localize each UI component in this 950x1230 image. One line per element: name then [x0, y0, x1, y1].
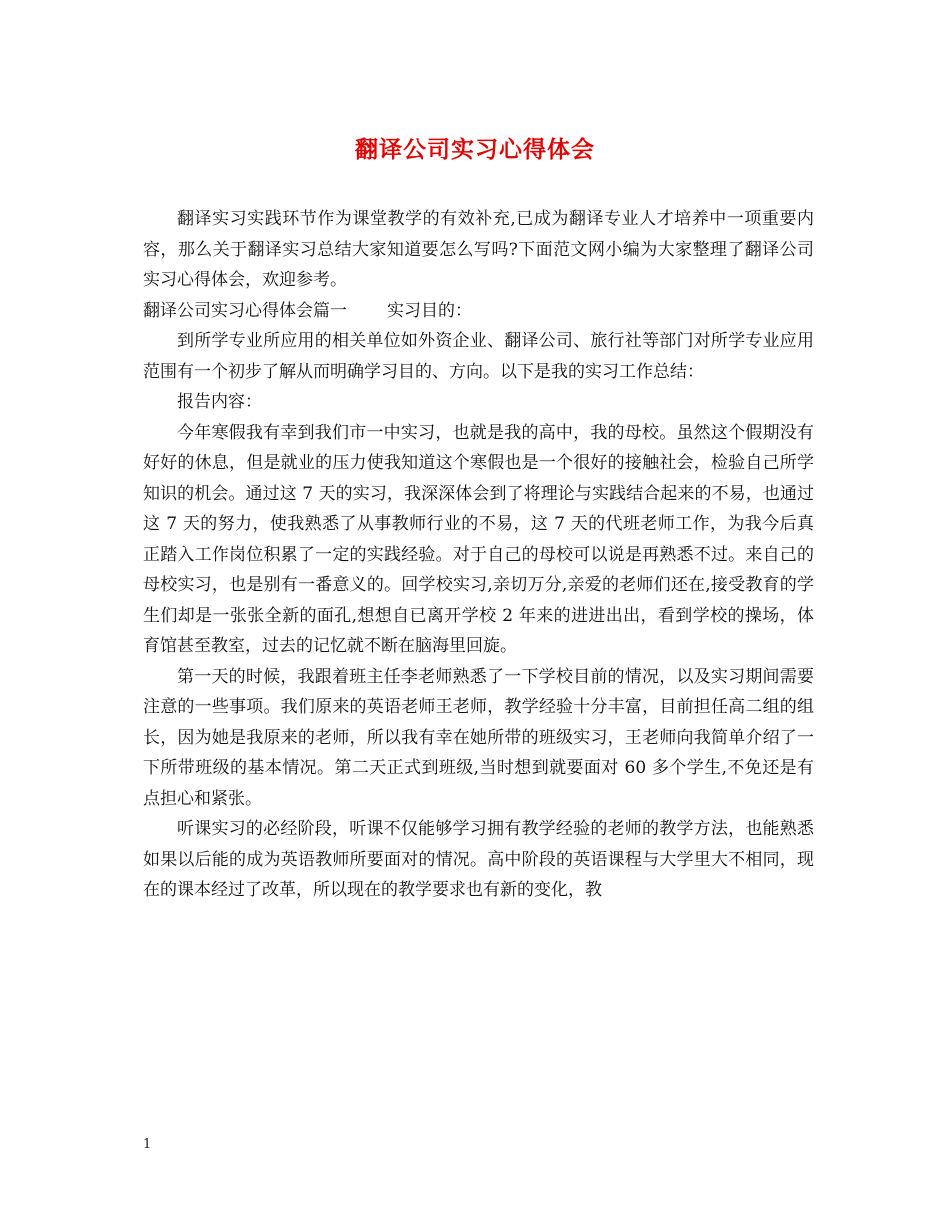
- document-title: 翻译公司实习心得体会: [355, 136, 595, 163]
- section-heading-suffix: 实习目的：: [387, 300, 472, 321]
- body-paragraph-1: 今年寒假我有幸到我们市一中实习，也就是我的高中，我的母校。虽然这个假期没有好好的休息，但是就业的压力使我知道这个寒假也是一个很好的接触社会，检验自己所学知识的机会。通过这 7 天的实习，我深深体会到了将理论与实践结合起来的不易，也通过这 7 天的努力，使我熟悉了从事教师行业的不易，这 7 天的代班老师工作，为我今后真正踏入工作岗位积累了一定的实践经验。对于自己的母校可以说是再熟悉不过。来自己的母校实习，也是别有一番意义的。回学校实习,亲切万分,亲爱的老师们还在,接受教育的学生们却是一张张全新的面孔,想想自已离开学校 2 年来的进进出出，看到学校的操场，体育馆甚至教室，过去的记忆就不断在脑海里回旋。: [143, 422, 814, 656]
- intro-paragraph: 翻译实习实践环节作为课堂教学的有效补充,已成为翻译专业人才培养中一项重要内容，那么关于翻译实习总结大家知道要怎么写吗?下面范文网小编为大家整理了翻译公司实习心得体会，欢迎参考。: [143, 209, 814, 290]
- section-heading: 翻译公司实习心得体会篇一: [143, 300, 347, 321]
- page-number: 1: [143, 1137, 152, 1152]
- purpose-paragraph: 到所学专业所应用的相关单位如外资企业、翻译公司、旅行社等部门对所学专业应用范围有一个初步了解从而明确学习目的、方向。以下是我的实习工作总结：: [143, 331, 814, 382]
- section-heading-line: [143, 296, 814, 327]
- report-label: 报告内容：: [177, 392, 262, 412]
- document-body: [143, 204, 814, 906]
- body-paragraph-3: 听课实习的必经阶段，听课不仅能够学习拥有教学经验的老师的教学方法，也能熟悉如果以后能的成为英语教师所要面对的情况。高中阶段的英语课程与大学里大不相同，现在的课本经过了改革，所以现在的教学要求也有新的变化，教: [143, 819, 814, 900]
- body-paragraph-2: 第一天的时候，我跟着班主任李老师熟悉了一下学校目前的情况，以及实习期间需要注意的一些事项。我们原来的英语老师王老师，教学经验十分丰富，目前担任高二组的组长，因为她是我原来的老师，所以我有幸在她所带的班级实习，王老师向我简单介绍了一下所带班级的基本情况。第二天正式到班级,当时想到就要面对 60 多个学生,不免还是有点担心和紧张。: [143, 666, 814, 809]
